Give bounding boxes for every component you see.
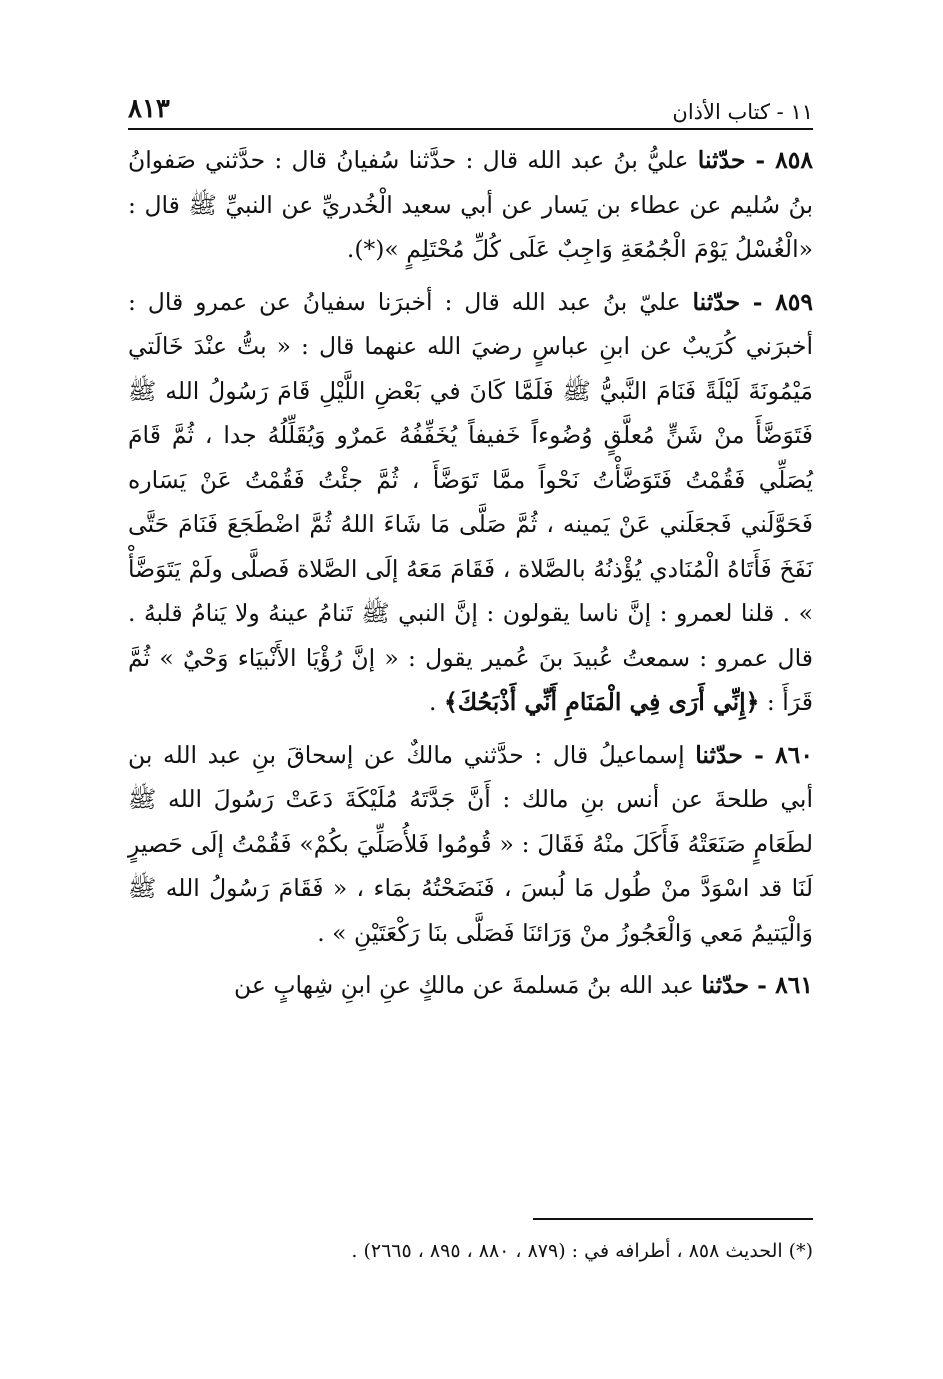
hadith-text: عبد الله بنُ مَسلمةَ عن مالكٍ عنِ ابنِ شِهابٍ عن xyxy=(233,971,702,999)
hadith-lead: حدّثنا xyxy=(697,146,746,174)
hadith-tail: . xyxy=(429,688,444,716)
hadith-number: ٨٦١ - xyxy=(749,971,813,999)
page-header xyxy=(128,80,813,124)
hadith-number: ٨٦٠ - xyxy=(742,740,813,769)
footnote-rule xyxy=(533,1218,813,1220)
quran-quote: ﴿إِنِّي أَرَى فِي الْمَنَامِ أَنِّي أَذْبَحُكَ﴾ xyxy=(443,688,760,716)
hadith-858 xyxy=(128,138,813,272)
hadith-861 xyxy=(128,963,813,1008)
page-number: ٨١٣ xyxy=(128,94,170,124)
footnote: (*) الحديث ٨٥٨ ، أطرافه في : (٨٧٩ ، ٨٨٠ ، ٨٩٥ ، ٢٦٦٥) . xyxy=(351,1240,813,1262)
chapter-title: ١١ - كتاب الأذان xyxy=(672,100,813,124)
hadith-lead: حدّثنا xyxy=(695,740,743,769)
hadith-text: عليُّ بنُ عبد الله قال : حدَّثنا سُفيانُ قال : حدَّثني صَفوانُ بنُ سُليم عن عطاء بن يَسار عن أبي سعيد الْخُدريِّ عن النبيِّ ﷺ قال : «الْغُسْلُ يَوْمَ الْجُمُعَةِ وَاجِبٌ عَلَى كُلِّ مُحْتَلِمٍ »(*). xyxy=(128,146,813,263)
hadith-text: عليّ بنُ عبد الله قال : أخبرَنا سفيانُ عن عمرو قال : أخبرَني كُرَيبٌ عن ابنِ عباسٍ رضيَ الله عنهما قال : « بتُّ عنْدَ خَالَتي مَيْمُونَةَ لَيْلَةً فَنَامَ النَّبيُّ ﷺ فَلَمَّا كَانَ في بَعْضِ اللَّيْلِ قَامَ رَسُولُ الله ﷺ فَتَوَضَّأَ منْ شَنٍّ مُعلَّقٍ وُضُوءاً خَفيفاً يُخَفِّفُهُ عَمرٌو وَيُقَلِّلُهُ جدا ، ثُمَّ قَامَ يُصَلِّي فَقُمْتُ فَتَوَضَّأْتُ نَحْواً ممَّا تَوَضَّأَ ، ثُمَّ جئْتُ فَقُمْتُ عَنْ يَسَاره فَحَوَّلَني فَجعَلَني عَنْ يَمينه ، ثُمَّ صَلَّى مَا شَاءَ اللهُ ثُمَّ اضْطَجَعَ فَنَامَ حَتَّى نَفَخَ فَأَتَاهُ الْمُنَادي يُؤْذنُهُ بالصَّلاة ، فَقَامَ مَعَهُ إلَى الصَّلاة فَصلَّى ولَمْ يَتَوَضَّأْ » . قلنا لعمرو : إنَّ ناسا يقولون : إنَّ النبي ﷺ تَنامُ عينهُ ولا يَنامُ قلبهُ . قال عمرو : سمعتُ عُبيدَ بنَ عُمير يقول : « إنَّ رُؤْيَا الأَنْبيَاء وَحْيٌ » ثُمَّ قَرَأَ : xyxy=(128,287,813,716)
hadith-860 xyxy=(128,733,813,956)
hadith-number: ٨٥٨ - xyxy=(745,146,814,174)
hadith-text: إسماعيلُ قال : حدَّثني مالكٌ عن إسحاقَ بنِ عبد الله بن أبي طلحةَ عن أنس بنِ مالك : أَنَّ جَدَّتَهُ مُلَيْكَةَ دَعَتْ رَسُولَ الله ﷺ لطَعَامٍ صَنَعَتْهُ فَأَكَلَ منْهُ فَقَالَ : « قُومُوا فَلأُصَلِّيَ بكُمْ» فَقُمْتُ إلَى حَصيرٍ لَنَا قد اسْوَدَّ منْ طُول مَا لُبسَ ، فَنَضَحْتُهُ بمَاء ، « فَقَامَ رَسُولُ الله ﷺ وَالْيَتيمُ مَعي وَالْعَجُوزُ منْ وَرَائنَا فَصَلَّى بنَا رَكْعَتَيْنِ » . xyxy=(128,740,813,947)
main-text xyxy=(128,138,813,1016)
hadith-lead: حدّثنا xyxy=(692,287,741,316)
hadith-859 xyxy=(128,280,813,725)
hadith-lead: حدّثنا xyxy=(701,971,749,999)
header-rule xyxy=(128,128,813,130)
hadith-number: ٨٥٩ - xyxy=(740,287,814,316)
